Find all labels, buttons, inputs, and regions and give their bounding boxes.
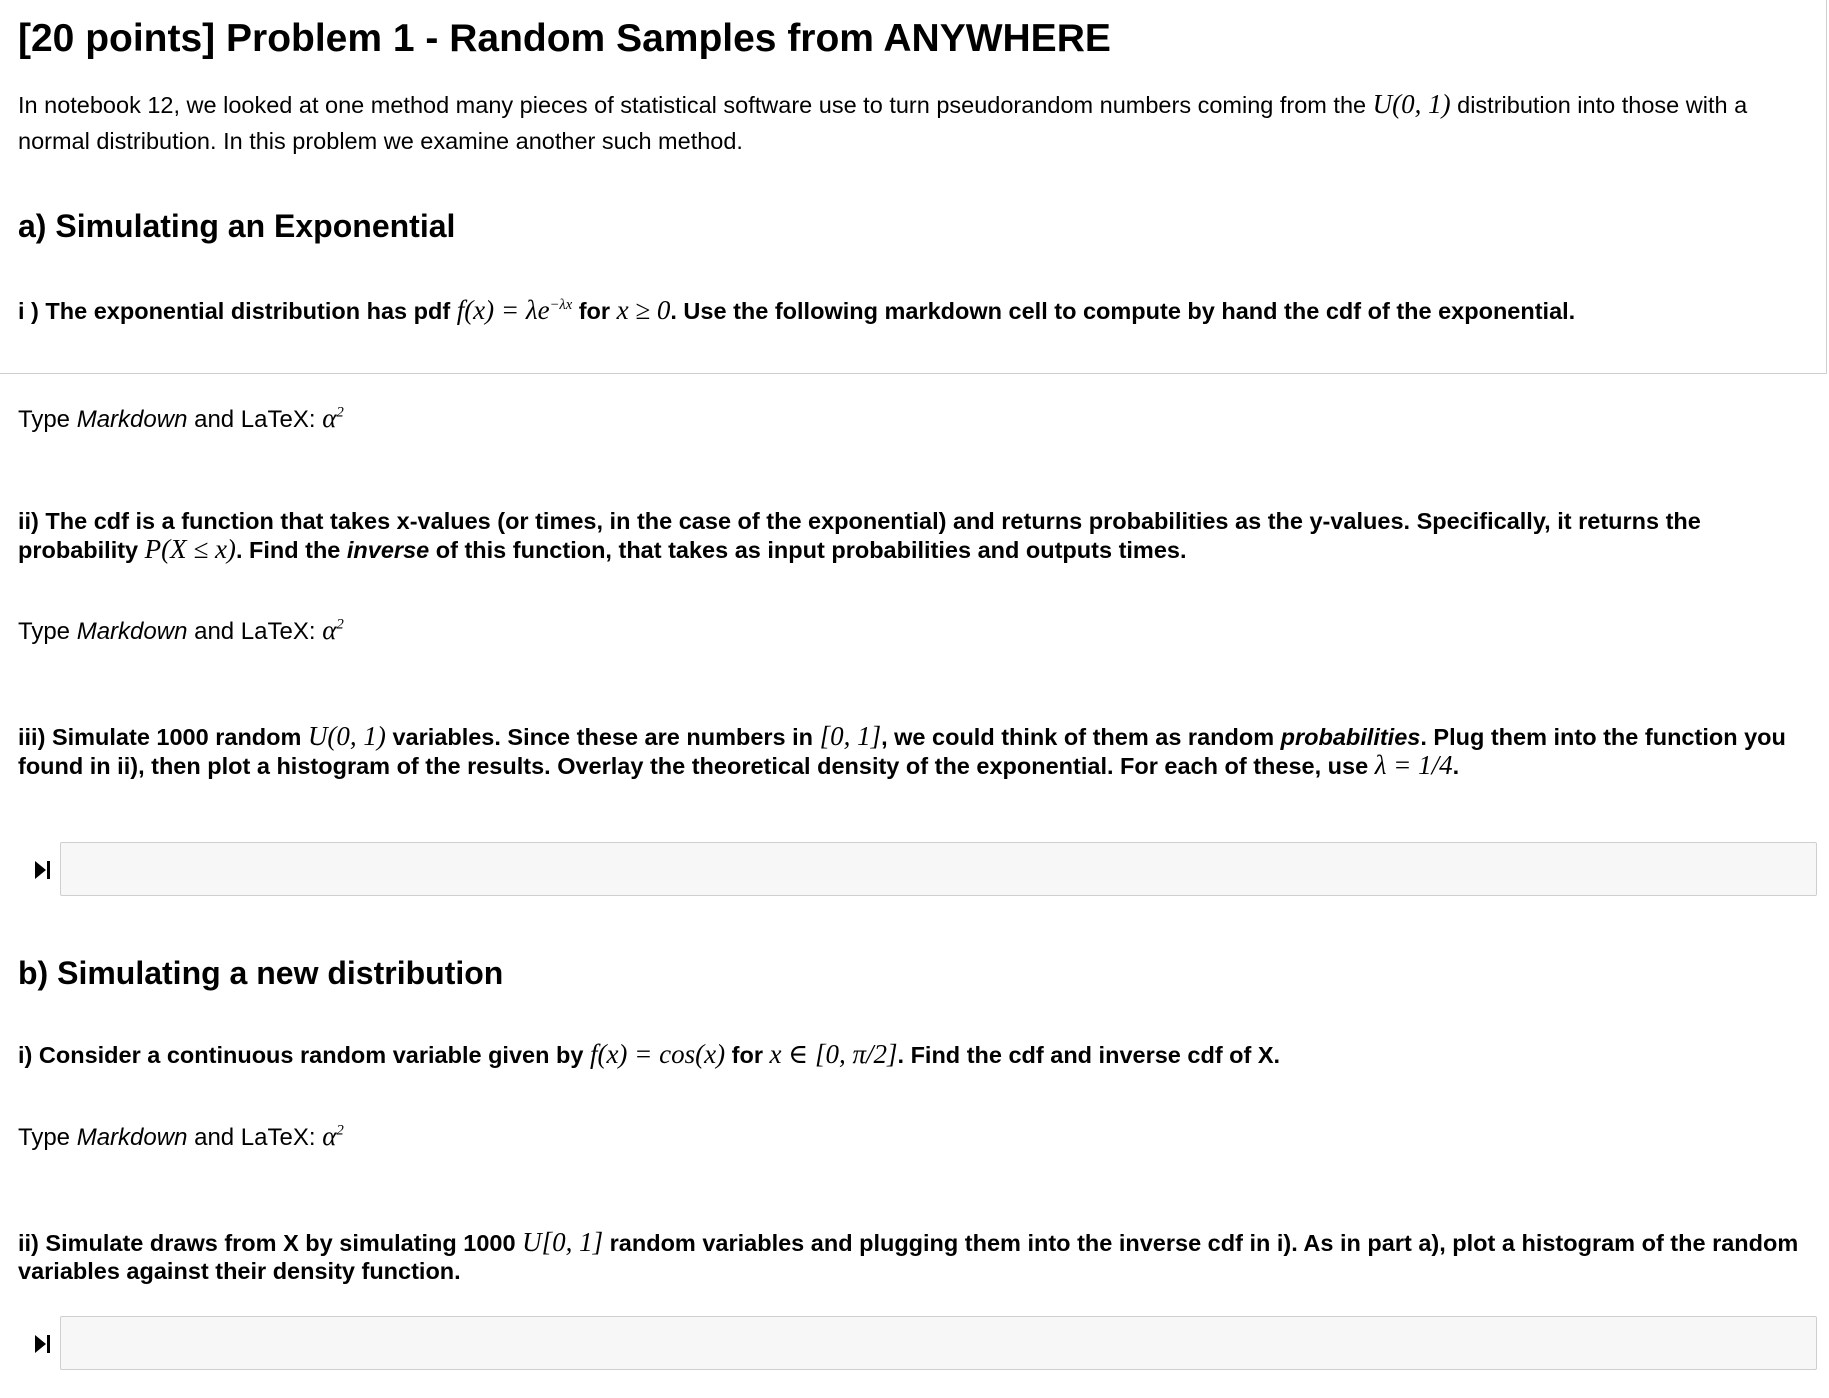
- markdown-placeholder-a-i[interactable]: Type Markdown and LaTeX: $\alpha^2$: [18, 403, 344, 433]
- code-input-b-ii[interactable]: [60, 1316, 1817, 1370]
- code-input-a-iii[interactable]: [60, 842, 1817, 896]
- math-u01: U(0, 1): [1372, 89, 1451, 119]
- question-a-iii: iii) Simulate 1000 random U(0, 1) variables. Since these are numbers in [0, 1], we could think of them as random probabilities. Plug them into the function you found in ii), then plot a histogram of the results. Overlay the theoretical density of the exponential. For each of these, use λ = 1/4.: [18, 721, 1786, 780]
- question-a-ii: ii) The cdf is a function that takes x-values (or times, in the case of the exponential) and returns probabilities as the y-values. Specifically, it returns the probability P(X ≤ x). Find the inverse of this function, that takes as input probabilities and outputs times.: [18, 508, 1701, 564]
- markdown-placeholder-a-ii[interactable]: Type Markdown and LaTeX: $\alpha^2$: [18, 615, 344, 645]
- run-cell-icon[interactable]: [30, 858, 54, 882]
- section-a-heading: a) Simulating an Exponential: [18, 208, 456, 244]
- code-cell-b-ii: [0, 1316, 1829, 1372]
- section-b-heading: b) Simulating a new distribution: [18, 955, 504, 991]
- question-a-i: i ) The exponential distribution has pdf $f(x) = \lambda e^{-\lambda x}$ for x ≥ 0. Use the following markdown cell to compute by hand the cdf of the exponential.: [18, 295, 1576, 325]
- code-cell-a-iii: [0, 842, 1829, 898]
- run-cell-icon[interactable]: [30, 1332, 54, 1356]
- question-b-i: i) Consider a continuous random variable given by f(x) = cos(x) for x ∈ [0, π/2]. Find the cdf and inverse cdf of X.: [18, 1039, 1281, 1069]
- question-b-ii: ii) Simulate draws from X by simulating 1000 U[0, 1] random variables and plugging them into the inverse cdf in i). As in part a), plot a histogram of the random variables against their density function.: [18, 1227, 1799, 1284]
- problem-intro: In notebook 12, we looked at one method many pieces of statistical software use to turn pseudorandom numbers coming from the U(0, 1) distribution into those with a normal distribution. In this problem we examine another such method.: [18, 89, 1748, 154]
- markdown-placeholder-b-i[interactable]: Type Markdown and LaTeX: $\alpha^2$: [18, 1121, 344, 1151]
- problem-title: [20 points] Problem 1 - Random Samples from ANYWHERE: [18, 17, 1111, 60]
